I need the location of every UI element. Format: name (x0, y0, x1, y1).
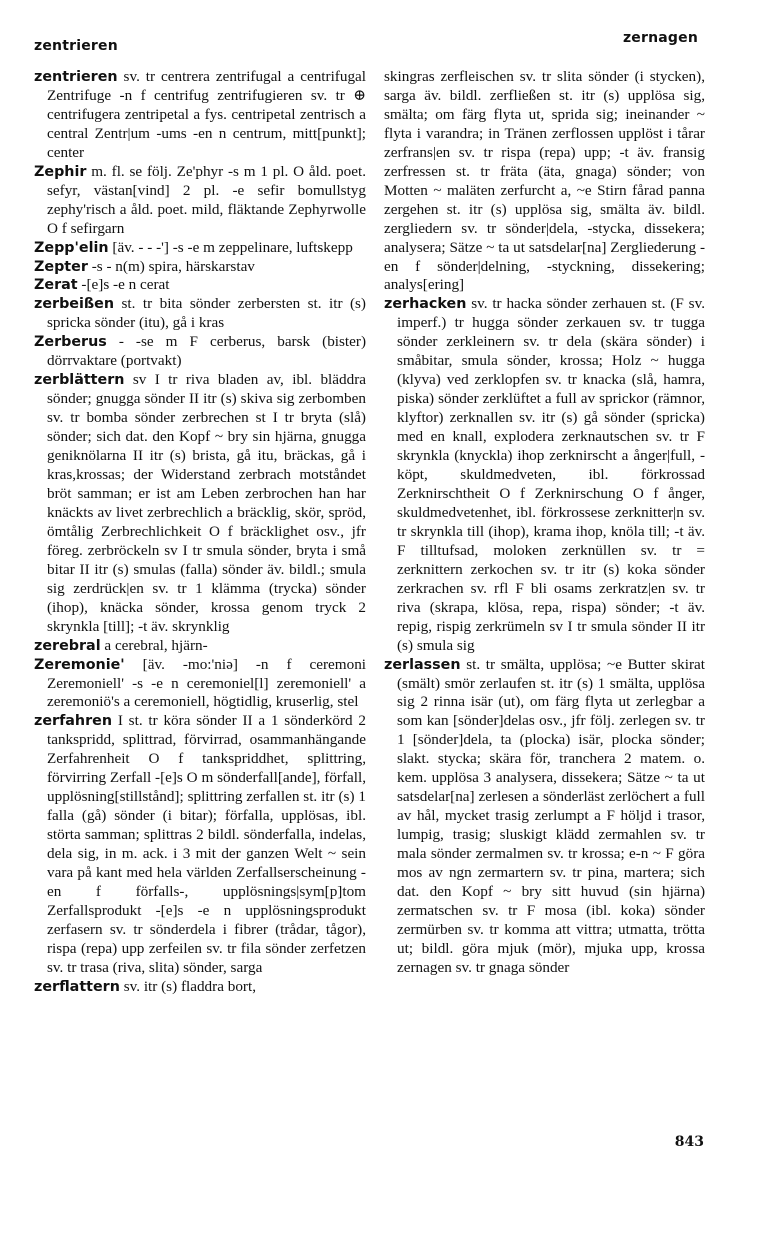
entry-headword: zerlassen (384, 656, 461, 673)
entry-text: -[e]s -e n cerat (81, 276, 170, 294)
dictionary-entry (34, 978, 366, 997)
right-column (384, 68, 705, 978)
entry-headword: zerebral (34, 637, 101, 654)
dictionary-entry (34, 333, 366, 371)
entry-text: sv. tr hacka sönder zerhauen st. (F sv. imperf.) tr hugga sönder zerkauen sv. tr tugga sönder zerkleinern sv. tr dela (skära sönder) i småbitar, smula sönder, krossa; Holz ~ hugga (klyva) ved zerklopfen sv. tr knacka (slå, hamra, piska) sönder zerklüftet a full av sprickor (rämnor, klyftor) zerknallen sv. itr (s) gå sönder (spricka) med en knall, explodera zerknautschen sv. tr F skrynkla (knyckla) ihop zerknirscht a ånger|full, -köpt, skuldmedveten, ibl. förkrossad Zerknirschtheit O f Zerknirschung O f ånger, skuldmedvetenhet, ibl. förkrossese zerknitter|n sv. tr skrynkla till (ihop), krama ihop, knöla till; -t äv. F tilltufsad, moloken zerknüllen sv. tr = zerknittern zerkochen sv. tr itr (s) koka sönder zerkrachen sv. rfl F bli osams zerkratz|en sv. tr riva (skrapa, klösa, repa, rispa) sönder; -t äv. repig, rispig zerkrümeln sv I tr smula sönder II itr (s) smula sig (397, 295, 705, 654)
entry-headword: zerbeißen (34, 296, 115, 313)
entry-text: I st. tr köra sönder II a 1 sönderkörd 2 tankspridd, splittrad, förvirrad, osammanhängande Zerfahrenheit O f tankspriddhet, splittring, förvirring Zerfall -[e]s O m sönderfall[ande], förfall, upplösning[stillstånd]; splittring zerfallen st. itr (s) 1 falla (gå) sönder (i bitar); förfalla, upplösas, ibl. störta samman; splittras 2 bildl. sönderfalla, indelas, dela sig, in m. ack. i 3 mit der ganzen Welt ~ sein vara på kant med hela världen Zerfallserscheinung -en f förfalls-, upplösnings|sym[p]tom Zerfallsprodukt -[e]s -e n upplösningsprodukt zerfasern sv. tr sönderdela i fibrer (trådar, tågor), rispa (repa) upp zerfeilen sv. tr fila sönder zerfetzen sv. tr trasa (riva, slita) sönder, sarga (47, 712, 366, 976)
entry-headword: zerblättern (34, 372, 125, 389)
entry-text: [äv. -mo:'niə] -n f ceremoni Zeremoniell' -s -e n ceremoniel[l] zeremoniell' a zeremoniö's a ceremoniell, högtidlig, kruserlig, stel (47, 655, 367, 711)
entry-text: sv I tr riva bladen av, ibl. bläddra sönder; gnugga sönder II itr (s) skiva sig zerbomben sv. tr bomba sönder zerbrechen st I tr bryta (slå) sönder; sich dat. den Kopf ~ bry sin hjärna, gnugga geniknölarna II itr (s) brista, gå itu, bräckas, gå i kras,krossas; der Widerstand zerbrach motståndet bröt samman; er ist am Leben zerbrochen han har knäckts av livet zerbrechlich a bräcklig, skör, spröd, ömtålig Zerbrechlichkeit O f bräcklighet osv., jfr föreg. zerbröckeln sv I tr smula sönder, bryta i små bitar II itr (s) smulas (falla) sönder äv. bildl.; smula sig zerdrück|en sv. tr 1 klämma (trycka) sönder (ihop), knäcka sönder, krossa genom tryck 2 skrynkla [till]; -t äv. skrynklig (47, 371, 366, 635)
entry-headword: zerflattern (34, 978, 120, 995)
entry-headword: Zerat (34, 277, 78, 294)
entry-text: st. tr smälta, upplösa; ~e Butter skirat (smält) smör zerlaufen st. itr (s) 1 smälta, upplösa sig 2 rinna isär (ut), om färg flyta ut zerlegbar a som kan [sönder]delas osv., jfr följ. zerlegen sv. tr 1 [sönder]dela, ta (plocka) isär, plocka sönder; slakt. stycka; skära för, tranchera 2 matem. o. kem. upplösa 3 analysera, dissekera; Sätze ~ ta ut satsdelar[na] zerlesen a sönderläst zerlöchert a full av hål, mycket trasig zerlumpt a F höljd i trasor, lumpig, trasig; sluskigt klädd zermahlen sv. tr mala sönder zermalmen sv. tr krossa; e-n ~ F göra mos av ngn zermartern sv. tr pina, martera; sich dat. den Kopf ~ bry sitt huvud (sin hjärna) zermatschen sv. tr F mosa (ibl. koka) sönder zermürben sv. tr komma att vittra; utmatta, trötta ut; bildl. göra mjuk (mör), mjuka upp, krossa zernagen sv. tr gnaga sönder (397, 655, 705, 976)
entry-text: skingras zerfleischen sv. tr slita sönder (i stycken), sarga äv. bildl. zerfließen st. itr (s) upplösa sig, smälta; om färg flyta ut, sprida sig; ineinander ~ flyta i varandra; in Tränen zerflossen upplöst i tårar zerfrans|en sv. tr rispa (repa) upp; -t äv. fransig zerfressen st. tr fräta (äta, gnaga) sönder; von Motten ~ maläten zerfurcht a, ~e Stirn fårad panna zergehen st. itr (s) upplösa sig, smälta äv. bildl. zergliedern sv. tr sönder|dela, -stycka, dissekera; analysera; Sätze ~ ta ut satsdelar[na] Zergliederung -en f sönder|delning, -styckning, dissekering; analys[ering] (384, 68, 705, 294)
entry-headword: Zepp'elin (34, 239, 109, 256)
dictionary-entry (34, 371, 366, 636)
dictionary-entry (34, 276, 366, 295)
running-head-right: zernagen (622, 30, 698, 46)
entry-headword: zentrieren (34, 69, 118, 85)
dictionary-entry (34, 637, 366, 656)
page-number: 843 (674, 1134, 704, 1150)
entry-text: - -se m F cerberus, barsk (bister) dörrvaktare (portvakt) (47, 333, 367, 370)
entry-headword: zerhacken (384, 296, 467, 313)
entry-text: [äv. - - -'] -s -e m zeppelinare, luftskepp (112, 238, 353, 256)
dictionary-entry (34, 258, 366, 277)
entry-headword: Zepter (34, 258, 88, 275)
left-column (34, 68, 366, 997)
dictionary-entry (384, 656, 705, 978)
entry-text: sv. itr (s) fladdra bort, (123, 977, 257, 995)
entry-text: sv. tr centrera zentrifugal a centrifugal Zentrifuge -n f centrifug zentrifugieren sv. tr ⊕ centrifugera zentripetal a fys. centripetal zentrisch a central Zentr|um -ums -en n centrum, mitt[punkt]; center (47, 68, 367, 161)
entry-text: a cerebral, hjärn- (104, 636, 208, 654)
dictionary-entry (34, 295, 366, 333)
entry-headword: Zeremonie' (34, 656, 125, 673)
dictionary-entry (34, 712, 366, 977)
entry-text: st. tr bita sönder zerbersten st. itr (s) spricka sönder (itu), gå i kras (47, 295, 366, 332)
dictionary-entry (34, 163, 366, 239)
dictionary-entry (34, 239, 366, 258)
entry-text: m. fl. se följ. Ze'phyr -s m 1 pl. O åld. poet. sefyr, västan[vind] 2 pl. -e sefir bomullstyg zephy'risch a åld. poet. mild, fläktande Zephyrwolle O f sefirgarn (47, 162, 366, 237)
entry-text: -s - n(m) spira, härskarstav (91, 257, 255, 275)
entry-headword: zerfahren (34, 713, 113, 730)
dictionary-entry-continued (384, 68, 705, 295)
dictionary-entry (34, 656, 366, 713)
entry-headword: Zerberus (34, 334, 107, 351)
dictionary-entry (384, 295, 705, 655)
entry-headword: Zephir (34, 163, 87, 180)
dictionary-entry (34, 68, 366, 163)
running-head-left: zentrieren (34, 38, 118, 54)
